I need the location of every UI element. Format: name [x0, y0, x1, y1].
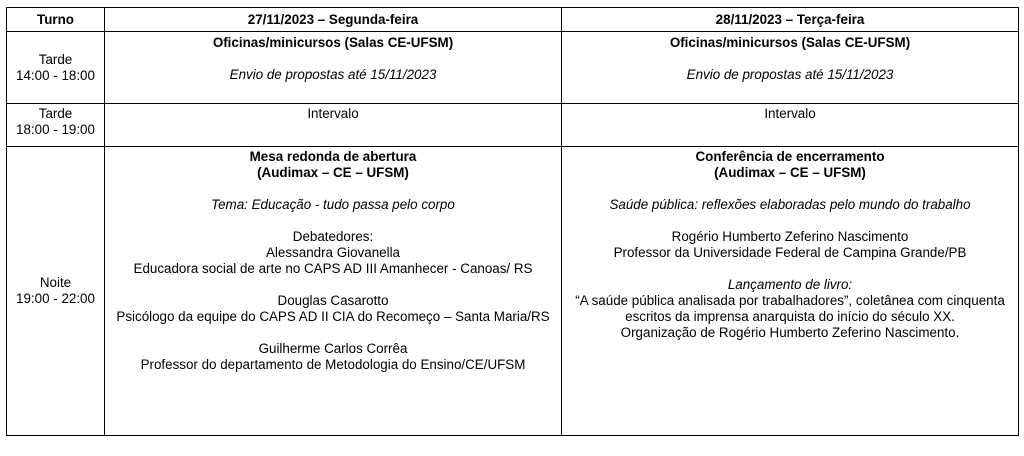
- header-day1: 27/11/2023 – Segunda-feira: [105, 8, 562, 32]
- session-title: Mesa redonda de abertura: [249, 149, 417, 164]
- debater-name: Alessandra Giovanella: [266, 245, 400, 260]
- activity-title: Oficinas/minicursos (Salas CE-UFSM): [669, 35, 911, 50]
- book-launch-label: Lançamento de livro:: [727, 277, 853, 292]
- table-row: [7, 104, 1019, 147]
- activity-note: Envio de propostas até 15/11/2023: [686, 67, 894, 82]
- session-theme: Saúde pública: reflexões elaboradas pelo mundo do trabalho: [609, 197, 971, 212]
- table-row: [7, 32, 1019, 104]
- session-theme: Tema: Educação - tudo passa pelo corpo: [211, 197, 455, 212]
- day2-cell: Intervalo: [562, 104, 1019, 147]
- session-venue: (Audimax – CE – UFSM): [714, 165, 866, 180]
- day1-cell: Intervalo: [105, 104, 562, 147]
- debater-role: Psicólogo da equipe do CAPS AD II CIA do Recomeço – Santa Maria/RS: [116, 309, 550, 324]
- book-title-line: “A saúde pública analisada por trabalhadores”, coletânea com cinquenta escritos da imprensa anarquista do início do século XX.: [575, 293, 1005, 324]
- debater-name: Guilherme Carlos Corrêa: [258, 341, 408, 356]
- turno-label: Tarde: [38, 51, 73, 67]
- turno-time: 19:00 - 22:00: [16, 291, 95, 306]
- turno-cell: [7, 32, 105, 104]
- turno-label: Noite: [39, 275, 72, 290]
- turno-label: Tarde: [38, 106, 73, 121]
- activity-title: Oficinas/minicursos (Salas CE-UFSM): [212, 35, 454, 50]
- day1-cell: [105, 147, 562, 436]
- table-row: [7, 147, 1019, 436]
- turno-time: 18:00 - 19:00: [16, 122, 95, 137]
- day2-cell: [562, 32, 1019, 104]
- header-day2: 28/11/2023 – Terça-feira: [562, 8, 1019, 32]
- debater-name: Douglas Casarotto: [277, 293, 389, 308]
- day2-cell: [562, 147, 1019, 436]
- debaters-label: Debatedores:: [292, 229, 374, 244]
- turno-cell: [7, 147, 105, 436]
- turno-cell: [7, 104, 105, 147]
- session-title: Conferência de encerramento: [695, 149, 885, 164]
- schedule-table: [6, 7, 1019, 436]
- debater-role: Professor do departamento de Metodologia do Ensino/CE/UFSM: [140, 357, 526, 372]
- header-row: [7, 8, 1019, 32]
- turno-time: 14:00 - 18:00: [16, 67, 95, 83]
- header-turno: Turno: [7, 8, 105, 32]
- debater-role: Educadora social de arte no CAPS AD III Amanhecer - Canoas/ RS: [133, 261, 533, 276]
- book-organizer-line: Organização de Rogério Humberto Zeferino Nascimento.: [620, 325, 960, 340]
- day1-cell: [105, 32, 562, 104]
- session-venue: (Audimax – CE – UFSM): [257, 165, 409, 180]
- speaker-role: Professor da Universidade Federal de Campina Grande/PB: [613, 245, 967, 260]
- activity-note: Envio de propostas até 15/11/2023: [229, 67, 437, 82]
- speaker-name: Rogério Humberto Zeferino Nascimento: [671, 229, 909, 244]
